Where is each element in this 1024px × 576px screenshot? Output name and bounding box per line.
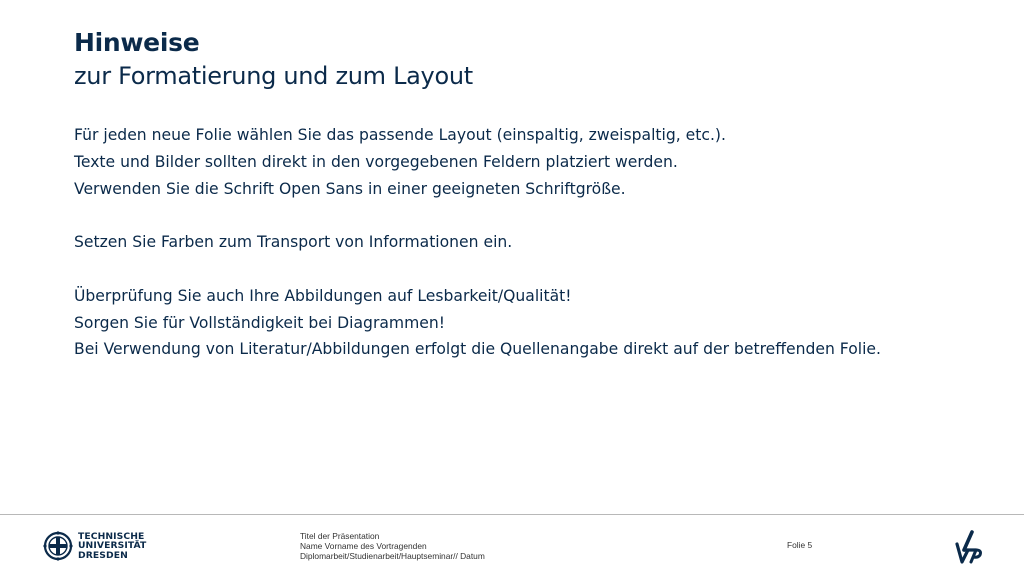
- body-line: Überprüfung Sie auch Ihre Abbildungen auf Lesbarkeit/Qualität!: [74, 286, 572, 305]
- logo-line: DRESDEN: [78, 549, 128, 561]
- tu-dresden-logo: [42, 530, 146, 562]
- slide-title: Hinweise: [74, 28, 200, 57]
- body-line: Bei Verwendung von Literatur/Abbildungen erfolgt die Quellenangabe direkt auf der betreffenden Folie.: [74, 340, 881, 359]
- tu-dresden-emblem-icon: [42, 530, 74, 562]
- slide-body: [74, 122, 974, 363]
- body-line: Setzen Sie Farben zum Transport von Informationen ein.: [74, 233, 513, 252]
- body-line: Sorgen Sie für Vollständigkeit bei Diagrammen!: [74, 313, 446, 332]
- slide-subtitle: zur Formatierung und zum Layout: [74, 62, 473, 90]
- presentation-meta: [300, 531, 485, 561]
- lvp-logo-icon: [954, 530, 984, 564]
- tu-dresden-wordmark: [78, 532, 146, 561]
- footer-divider: [0, 514, 1024, 515]
- logo-line: TECHNISCHE: [78, 530, 145, 542]
- page-number: Folie 5: [787, 540, 813, 550]
- body-line: Texte und Bilder sollten direkt in den vorgegebenen Feldern platziert werden.: [74, 152, 678, 171]
- presenter-name: Name Vorname des Vortragenden: [300, 541, 427, 551]
- body-line: Verwenden Sie die Schrift Open Sans in einer geeigneten Schriftgröße.: [74, 179, 626, 198]
- paragraph-gap: [74, 256, 974, 283]
- thesis-type: Diplomarbeit/Studienarbeit/Hauptseminar// Datum: [300, 551, 485, 561]
- logo-line: UNIVERSITÄT: [78, 540, 147, 552]
- presentation-title: Titel der Präsentation: [300, 531, 380, 541]
- paragraph-gap: [74, 202, 974, 229]
- body-line: Für jeden neue Folie wählen Sie das passende Layout (einspaltig, zweispaltig, etc.).: [74, 126, 726, 144]
